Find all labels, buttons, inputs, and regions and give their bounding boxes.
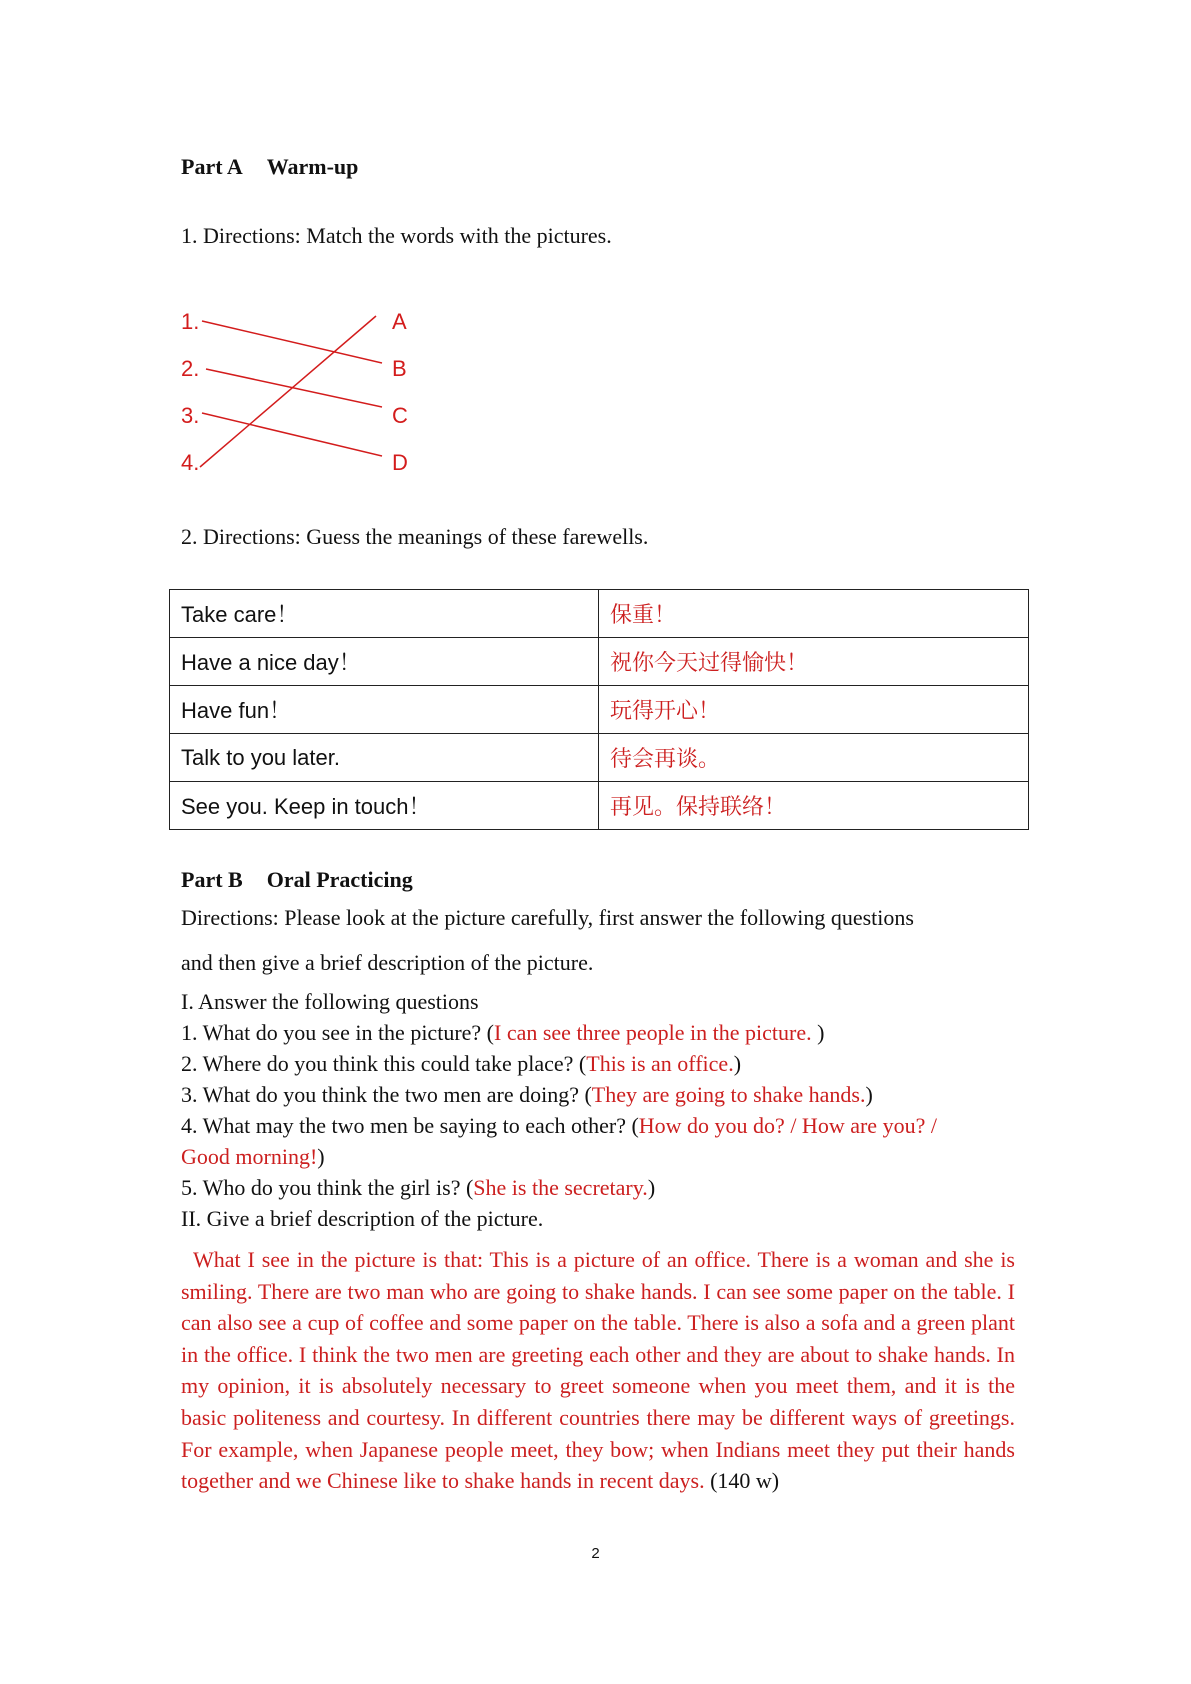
q2-directions [181, 524, 648, 550]
question-text: 1. What do you see in the picture? ( [181, 1020, 494, 1045]
question-close: ) [817, 1020, 825, 1045]
table-row [170, 734, 1029, 782]
question-2 [181, 1051, 741, 1077]
match-line-4-a [200, 316, 376, 467]
question-5 [181, 1175, 655, 1201]
q2-directions-text: 2. Directions: Guess the meanings of these farewells. [181, 524, 649, 549]
part-b-directions-line-1: Directions: Please look at the picture carefully, first answer the following questions [181, 905, 914, 930]
table-row [170, 686, 1029, 734]
part-b-directions-line-2: and then give a brief description of the picture. [181, 950, 594, 975]
answer-text: This is an office. [586, 1051, 734, 1076]
question-close: ) [865, 1082, 873, 1107]
question-4 [181, 1113, 937, 1139]
farewell-table [169, 589, 1029, 830]
q1-directions: 1. Directions: Match the words with the pictures. [181, 223, 612, 248]
question-close: ) [733, 1051, 742, 1076]
part-a-label: Part A [181, 154, 243, 179]
question-text: 3. What do you think the two men are doing? ( [181, 1082, 592, 1107]
match-number-3: 3. [181, 403, 200, 428]
farewell-english: Talk to you later. [170, 734, 599, 782]
question-close: ) [317, 1144, 325, 1169]
match-line-3-d [202, 413, 382, 456]
question-text: 4. What may the two men be saying to each other? ( [181, 1113, 639, 1138]
part-b-label: Part B [181, 867, 243, 892]
section-2-heading: II. Give a brief description of the picture. [181, 1206, 544, 1231]
match-line-2-c [206, 369, 382, 407]
question-text: 2. Where do you think this could take place? ( [181, 1051, 587, 1076]
word-count: (140 w) [710, 1468, 780, 1494]
question-text: 5. Who do you think the girl is? ( [181, 1175, 474, 1200]
match-line-1-b [202, 321, 382, 363]
answer-text: She is the secretary. [473, 1175, 648, 1200]
farewell-english: Have fun！ [170, 686, 599, 734]
question-3 [181, 1082, 873, 1108]
match-letter-c: C [392, 403, 408, 428]
farewell-chinese: 待会再谈。 [599, 734, 1029, 782]
description-text: What I see in the picture is that: This is a picture of an office. There is a woman and she is smiling. There are two man who are going to shake hands. I can see some paper on the table. I can also see a cup of coffee and some paper on the table. There is also a sofa and a green plant in the office. I think the two men are greeting each other and they are about to shake hands. In my opinion, it is absolutely necessary to greet someone when you meet them, and it is the basic politeness and courtesy. In different countries there may be different ways of greetings. For example, when Japanese people meet, they bow; when Indians meet they put their hands together and we Chinese like to shake hands in recent days. [181, 1247, 1015, 1494]
description-paragraph [181, 1244, 1015, 1497]
question-4-continued [181, 1144, 325, 1170]
match-number-4: 4. [181, 450, 200, 475]
part-b-title: Oral Practicing [266, 867, 413, 892]
match-letter-b: B [392, 356, 407, 381]
farewell-chinese: 祝你今天过得愉快！ [599, 638, 1029, 686]
question-close: ) [647, 1175, 656, 1200]
match-lines [0, 0, 1191, 500]
section-1-heading: I. Answer the following questions [181, 989, 479, 1014]
answer-text: They are going to shake hands. [591, 1082, 866, 1107]
question-1 [181, 1020, 824, 1046]
answer-text-continued: Good morning! [181, 1144, 318, 1169]
match-letter-d: D [392, 450, 408, 475]
table-row [170, 590, 1029, 638]
page-number: 2 [591, 1545, 600, 1562]
farewell-english: See you. Keep in touch！ [170, 782, 599, 830]
farewell-chinese: 玩得开心！ [599, 686, 1029, 734]
match-number-2: 2. [181, 356, 200, 381]
part-a-title: Warm-up [266, 154, 359, 179]
match-letter-a: A [392, 309, 407, 334]
farewell-chinese: 保重！ [599, 590, 1029, 638]
answer-text: I can see three people in the picture. [494, 1020, 818, 1045]
table-row [170, 638, 1029, 686]
table-row [170, 782, 1029, 830]
farewell-chinese: 再见。保持联络！ [599, 782, 1029, 830]
match-number-1: 1. [181, 309, 200, 334]
part-b-heading [181, 867, 413, 893]
answer-text: How do you do? / How are you? / [638, 1113, 937, 1138]
farewell-english: Have a nice day！ [170, 638, 599, 686]
farewell-english: Take care！ [170, 590, 599, 638]
